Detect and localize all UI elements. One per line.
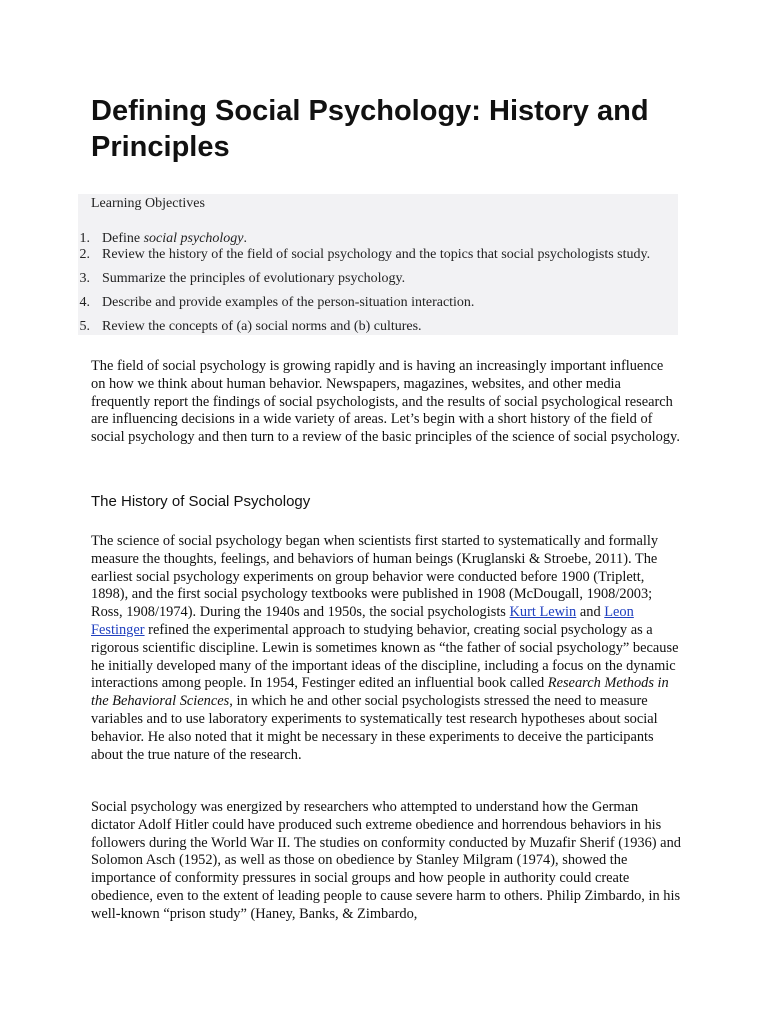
learning-objectives-heading: Learning Objectives (91, 196, 205, 211)
history-paragraph-1 (91, 533, 681, 764)
objective-text: Summarize the principles of evolutionary psychology. (102, 271, 406, 286)
objective-number: 3. (79, 271, 90, 286)
leon-festinger-link[interactable]: Leon Festinger (91, 604, 634, 638)
section-heading-history: The History of Social Psychology (91, 493, 311, 510)
objective-text: Review the history of the field of social psychology and the topics that social psychologists study. (102, 247, 651, 262)
page-title: Defining Social Psychology: History and Principles (91, 95, 649, 163)
objective-text: Describe and provide examples of the person-situation interaction. (102, 295, 475, 310)
objective-text (102, 230, 247, 247)
objective-text: Review the concepts of (a) social norms and (b) cultures. (102, 319, 422, 334)
history-paragraph-2: Social psychology was energized by researchers who attempted to understand how the German dictator Adolf Hitler could have produced such extreme obedience and horrendous behaviors in his followers during the World War II. The studies on conformity conducted by Muzafir Sherif (1936) and Solomon Asch (1952), as well as those on obedience by Stanley Milgram (1974), showed the importance of conformity pressures in social groups and how people in authority could create obedience, even to the extent of leading people to cause severe harm to others. Philip Zimbardo, in his well-known “prison study” (Haney, Banks, & Zimbardo, (91, 799, 681, 922)
paragraph-text: and (576, 604, 605, 621)
paragraph-text: , in which he and other social psychologists stressed the need to measure variables and to use laboratory experiments to systematically test research hypotheses about social behavior. He also noted that it might be necessary in these experiments to deceive the participants about the true nature of the research. (91, 693, 658, 763)
kurt-lewin-link[interactable]: Kurt Lewin (509, 604, 577, 621)
objective-number: 2. (79, 247, 90, 262)
objective-number: 4. (79, 295, 90, 310)
book-title: Research Methods in the Behavioral Sciences (91, 675, 669, 710)
paragraph-text: The science of social psychology began when scientists first started to systematically and formally measure the thoughts, feelings, and behaviors of human beings (Kruglanski & Stroebe, 2011). The earliest social psychology experiments on group behavior were conducted before 1900 (Triplett, 1898), and the first social psychology textbooks were published in 1908 (McDougall, 1908/2003; Ross, 1908/1974). During the 1940s and 1950s, the social psychologists (91, 533, 659, 621)
objective-prefix: Define (102, 231, 144, 246)
intro-paragraph: The field of social psychology is growing rapidly and is having an increasingly important influence on how we think about human behavior. Newspapers, magazines, websites, and other media frequently report the findings of social psychologists, and the results of social psychological research are influencing decisions in a wide variety of areas. Let’s begin with a short history of the field of social psychology and then turn to a review of the basic principles of the science of social psychology. (91, 358, 680, 446)
objective-term: social psychology (143, 231, 244, 246)
objective-number: 5. (79, 319, 90, 334)
learning-objectives-box (78, 194, 678, 335)
objective-number: 1. (79, 231, 90, 246)
objective-suffix: . (243, 231, 248, 246)
paragraph-text: refined the experimental approach to studying behavior, creating social psychology as a rigorous scientific discipline. Lewin is sometimes known as “the father of social psychology” because he initially developed many of the important ideas of the discipline, including a focus on the dynamic interactions among people. In 1954, Festinger edited an influential book called (91, 621, 679, 692)
